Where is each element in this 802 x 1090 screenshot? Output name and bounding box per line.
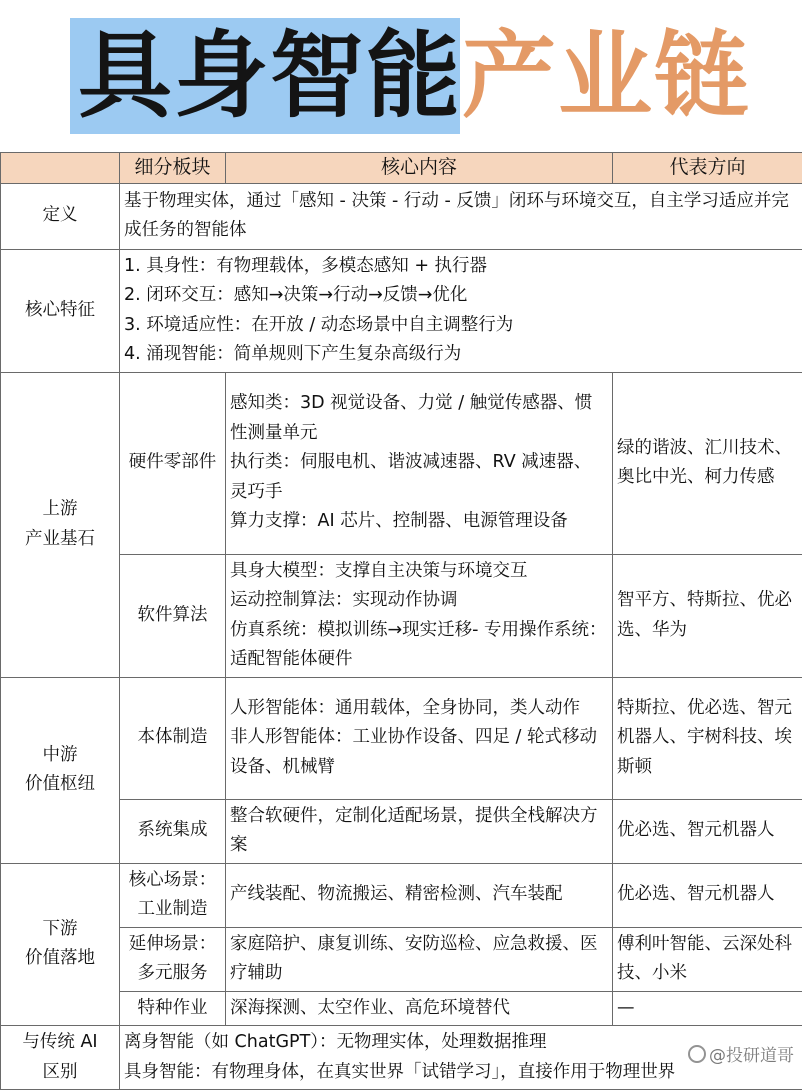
sub-label-hardware: 硬件零部件 <box>120 372 226 554</box>
row-label-features: 核心特征 <box>1 249 120 372</box>
table-header-row <box>1 153 802 184</box>
extended-scenario-representatives: 傅利叶智能、云深处科技、小米 <box>613 927 802 991</box>
content-line: 人形智能体：通用载体，全身协同，类人动作 <box>230 694 608 724</box>
row-label-midstream <box>1 677 120 863</box>
downstream-label-text: 下游 价值落地 <box>25 919 95 969</box>
content-line: 非人形智能体：工业协作设备、四足 / 轮式移动设备、机械臂 <box>230 723 608 782</box>
table-row-features <box>1 249 802 372</box>
system-integration-content <box>226 799 613 863</box>
feature-item: 1. 具身性：有物理载体，多模态感知 + 执行器 <box>124 252 798 282</box>
row-label-definition: 定义 <box>1 183 120 249</box>
header-cell-representative: 代表方向 <box>613 153 802 184</box>
header-cell-blank <box>1 153 120 184</box>
body-manufacturing-representatives: 特斯拉、优必选、智元机器人、宇树科技、埃斯顿 <box>613 677 802 799</box>
weibo-icon <box>688 1045 706 1063</box>
definition-text: 基于物理实体，通过「感知 - 决策 - 行动 - 反馈」闭环与环境交互，自主学习适应并完成任务的智能体 <box>120 183 802 249</box>
header-cell-segment: 细分板块 <box>120 153 226 184</box>
content-line: 算力支撑：AI 芯片、控制器、电源管理设备 <box>230 507 608 537</box>
table-row-downstream-core <box>1 863 802 927</box>
content-line: 感知类：3D 视觉设备、力觉 / 触觉传感器、惯性测量单元 <box>230 389 608 448</box>
sub-label-extended-scenario <box>120 927 226 991</box>
hardware-content <box>226 372 613 554</box>
sub-label-software: 软件算法 <box>120 554 226 677</box>
content-line: 深海探测、太空作业、高危环境替代 <box>230 994 608 1024</box>
content-line: 具身大模型：支撑自主决策与环境交互 <box>230 557 608 587</box>
content-line: 产线装配、物流搬运、精密检测、汽车装配 <box>230 880 608 910</box>
sub-label-body-manufacturing: 本体制造 <box>120 677 226 799</box>
row-label-downstream <box>1 863 120 1026</box>
core-scenario-content <box>226 863 613 927</box>
sub-label-special-operations: 特种作业 <box>120 991 226 1026</box>
title-orange-part: 产业链 <box>462 22 750 131</box>
title-black-part: 具身智能 <box>78 22 462 131</box>
content-line: 家庭陪护、康复训练、安防巡检、应急救援、医疗辅助 <box>230 930 608 989</box>
title-banner <box>0 0 802 152</box>
table-row-definition <box>1 183 802 249</box>
header-cell-content: 核心内容 <box>226 153 613 184</box>
software-content <box>226 554 613 677</box>
special-operations-representatives: — <box>613 991 802 1026</box>
table-row-midstream-integration <box>1 799 802 863</box>
content-line: 运动控制算法：实现动作协调 <box>230 586 608 616</box>
hardware-representatives: 绿的谐波、汇川技术、奥比中光、柯力传感 <box>613 372 802 554</box>
core-scenario-text: 核心场景： 工业制造 <box>129 870 217 920</box>
features-list <box>120 249 802 372</box>
feature-item: 3. 环境适应性：在开放 / 动态场景中自主调整行为 <box>124 311 798 341</box>
upstream-label-text: 上游 产业基石 <box>25 499 95 549</box>
watermark-text: @投研道哥 <box>709 1046 794 1066</box>
watermark <box>688 1041 794 1066</box>
table-row-downstream-extended <box>1 927 802 991</box>
industry-chain-table <box>0 152 802 1090</box>
midstream-label-text: 中游 价值枢纽 <box>25 745 95 795</box>
difference-label-text: 与传统 AI 区别 <box>22 1032 97 1082</box>
table-row-midstream-body <box>1 677 802 799</box>
core-scenario-representatives: 优必选、智元机器人 <box>613 863 802 927</box>
sub-label-system-integration: 系统集成 <box>120 799 226 863</box>
content-line: 整合软硬件，定制化适配场景，提供全栈解决方案 <box>230 802 608 861</box>
difference-line: 具身智能：有物理身体，在真实世界「试错学习」，直接作用于物理世界 <box>124 1058 798 1088</box>
table-row-upstream-software <box>1 554 802 677</box>
body-manufacturing-content <box>226 677 613 799</box>
extended-scenario-content <box>226 927 613 991</box>
sub-label-core-scenario <box>120 863 226 927</box>
feature-item: 4. 涌现智能：简单规则下产生复杂高级行为 <box>124 340 798 370</box>
extended-scenario-text: 延伸场景： 多元服务 <box>129 934 217 984</box>
difference-line: 离身智能（如 ChatGPT）：无物理实体，处理数据推理 <box>124 1028 798 1058</box>
special-operations-content <box>226 991 613 1026</box>
software-representatives: 智平方、特斯拉、优必选、华为 <box>613 554 802 677</box>
table-row-downstream-special <box>1 991 802 1026</box>
table-row-upstream-hardware <box>1 372 802 554</box>
content-line: 执行类：伺服电机、谐波减速器、RV 减速器、灵巧手 <box>230 448 608 507</box>
system-integration-representatives: 优必选、智元机器人 <box>613 799 802 863</box>
content-line: 仿真系统：模拟训练→现实迁移- 专用操作系统：适配智能体硬件 <box>230 616 608 675</box>
feature-item: 2. 闭环交互：感知→决策→行动→反馈→优化 <box>124 281 798 311</box>
row-label-upstream <box>1 372 120 677</box>
page-title <box>78 22 750 132</box>
